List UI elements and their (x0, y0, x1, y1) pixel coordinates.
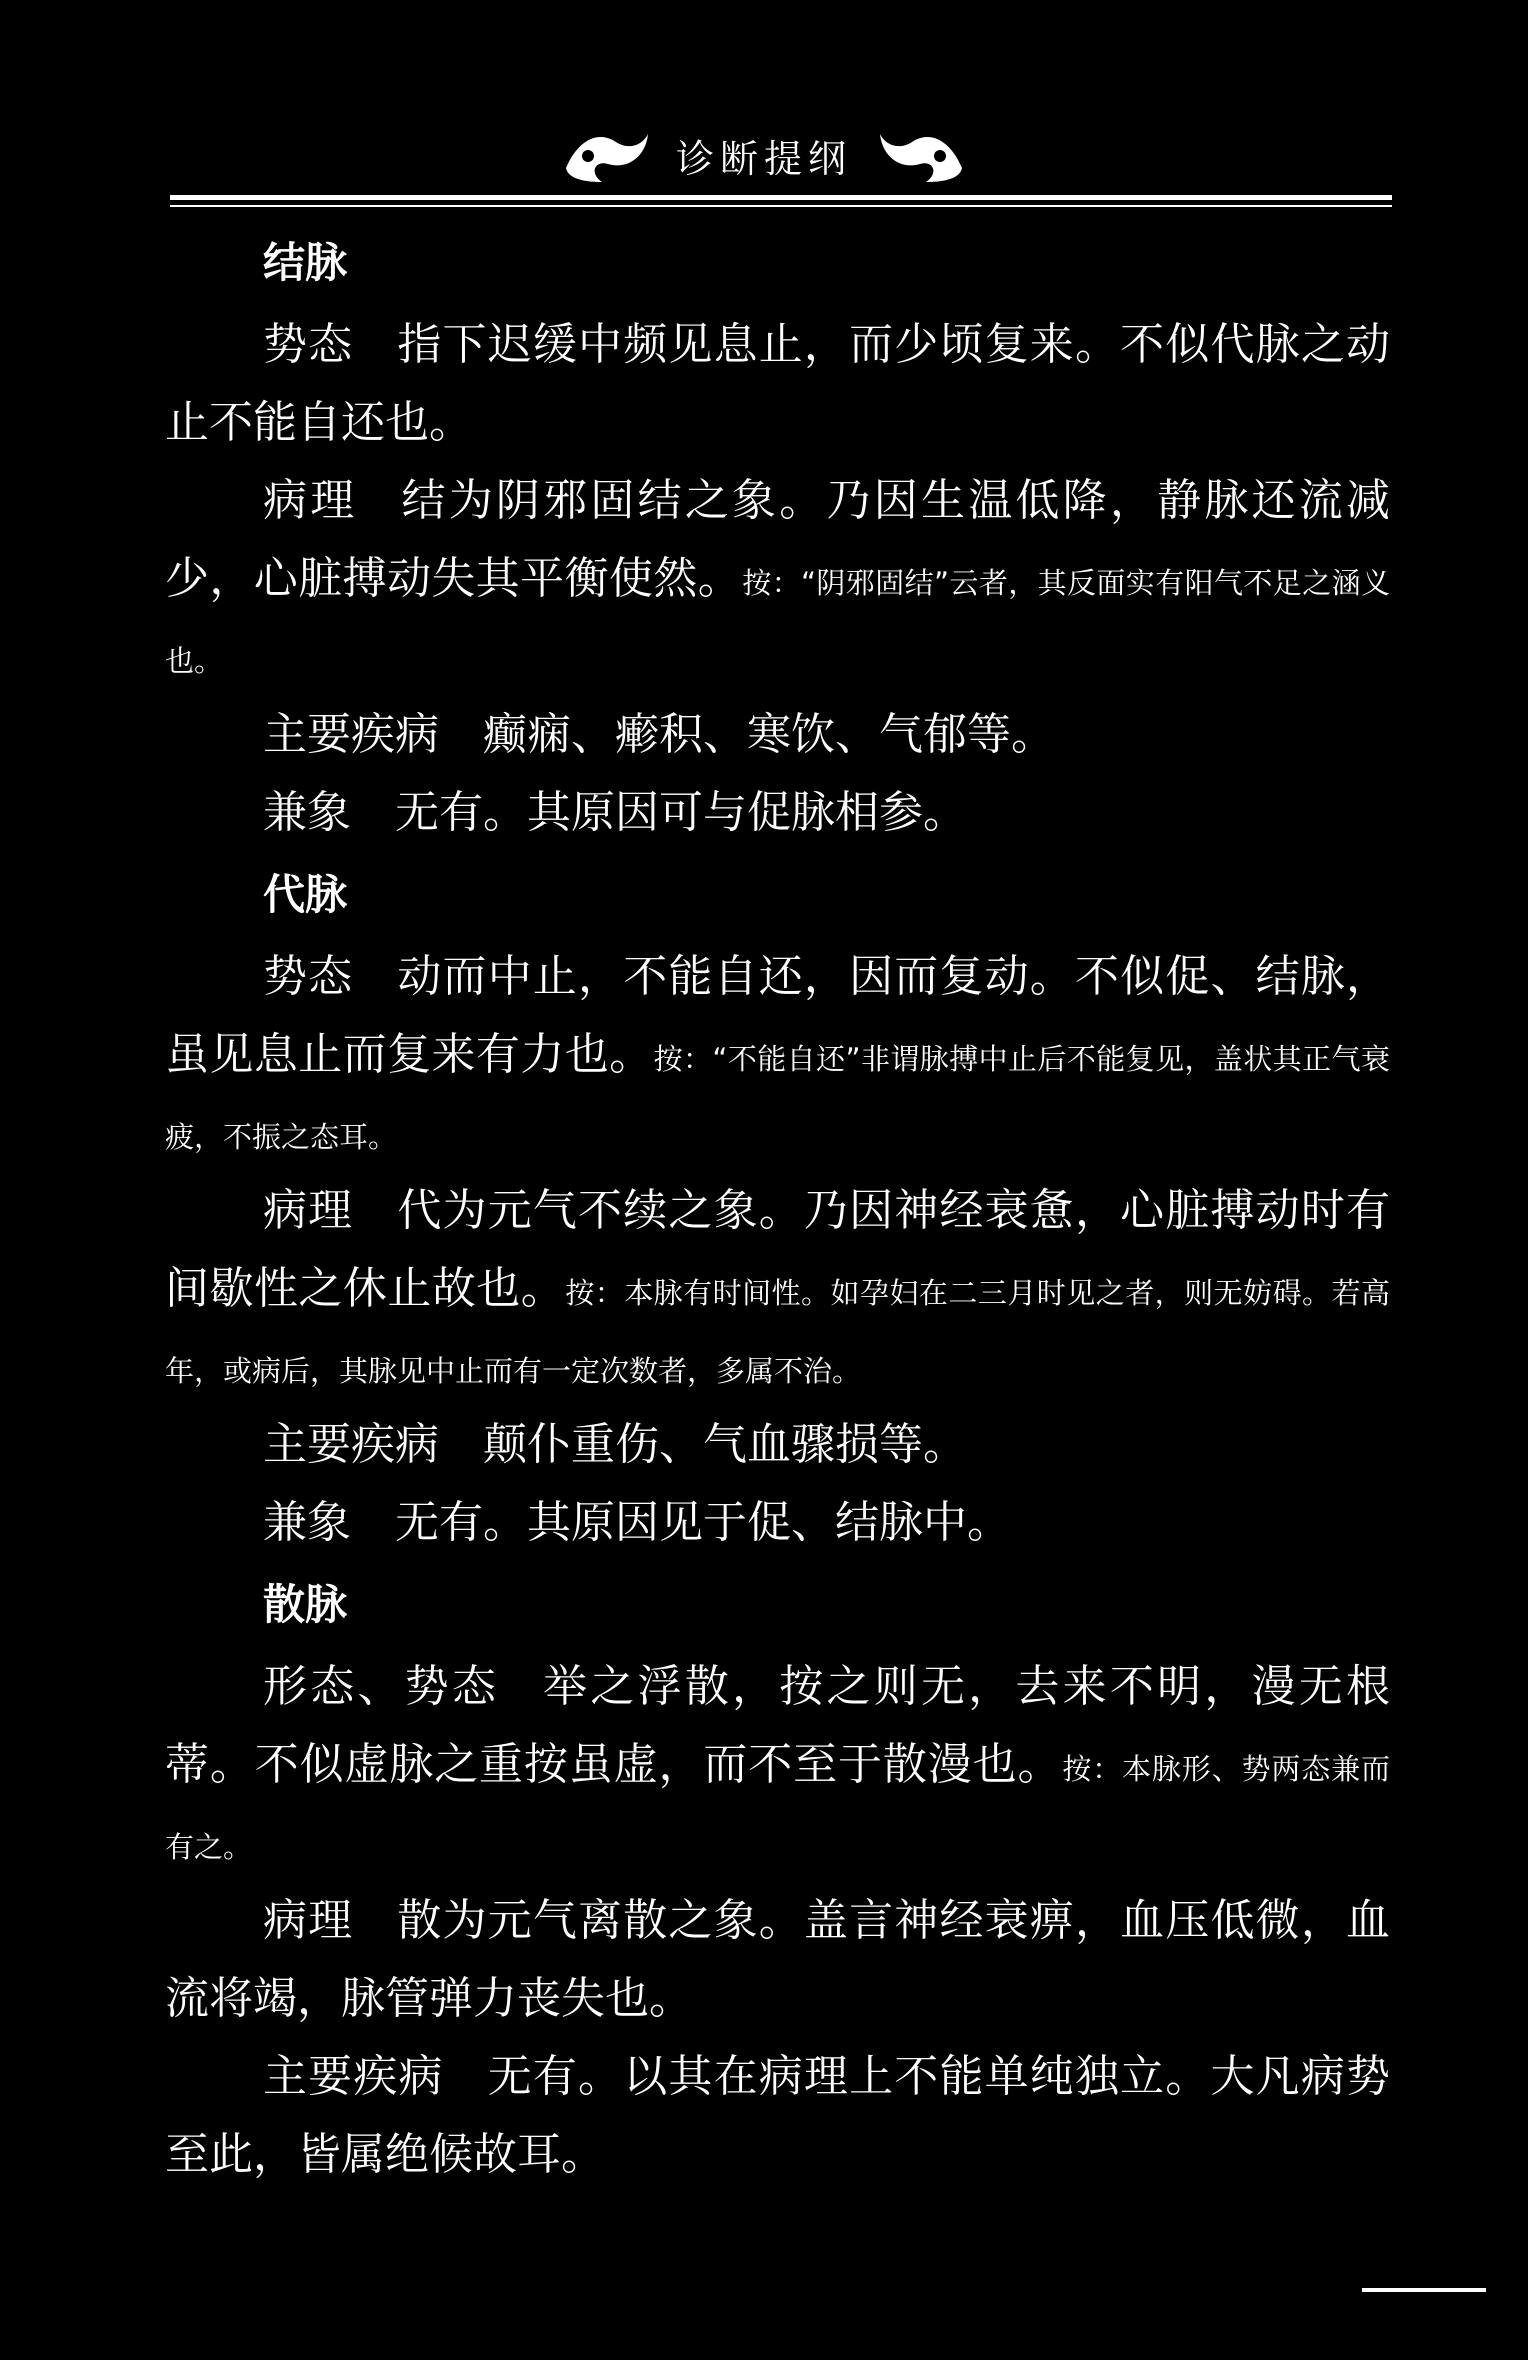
ornament-right-icon (874, 120, 970, 190)
page-header-title: 诊断提纲 (675, 136, 852, 181)
section-paragraph (165, 938, 1390, 1172)
ornament-left-icon (558, 120, 654, 190)
section-paragraph (165, 306, 1390, 462)
paragraph-note: 按：“阴邪固结”云者，其反面实有阳气不足之涵义也。 (165, 566, 1390, 678)
section-paragraph (165, 1172, 1390, 1406)
page-body (165, 220, 1390, 2194)
paragraph-note: 按：本脉形、势两态兼而有之。 (165, 1752, 1390, 1864)
paragraph-term: 形态、势态 (263, 1661, 500, 1712)
paragraph-text: 动而中止，不能自还，因而复动。不似促、结脉，虽见息止而复来有力也。 (165, 951, 1391, 1080)
page-header (0, 110, 1528, 200)
paragraph-text: 指下迟缓中频见息止，而少顷复来。不似代脉之动止不能自还也。 (165, 319, 1391, 448)
section-paragraph (165, 696, 1390, 774)
paragraph-text: 代为元气不续之象。乃因神经衰惫，心脏搏动时有间歇性之休止故也。 (165, 1185, 1391, 1314)
section-title: 结脉 (263, 238, 348, 287)
section-paragraph (165, 462, 1390, 696)
section-paragraph (165, 774, 1390, 852)
paragraph-note: 按：“不能自还”非谓脉搏中止后不能复见，盖状其正气衰疲，不振之态耳。 (165, 1042, 1391, 1154)
section-paragraph (165, 2038, 1390, 2194)
section-title: 代脉 (263, 870, 348, 919)
paragraph-text: 举之浮散，按之则无，去来不明，漫无根蒂。不似虚脉之重按虽虚，而不至于散漫也。 (165, 1661, 1391, 1790)
section-paragraph (165, 1484, 1390, 1562)
paragraph-term: 势态 (263, 951, 354, 1002)
paragraph-text: 无有。其原因可与促脉相参。 (395, 787, 967, 838)
header-rule-thick (170, 195, 1392, 200)
paragraph-term: 主要疾病 (263, 709, 439, 760)
paragraph-note: 按：本脉有时间性。如孕妇在二三月时见之者，则无妨碍。若高年，或病后，其脉见中止而有一定次数者，多属不治。 (165, 1276, 1390, 1388)
section-paragraph (165, 1406, 1390, 1484)
paragraph-term: 兼象 (263, 787, 351, 838)
paragraph-term: 病理 (263, 475, 358, 526)
paragraph-text: 无有。其原因见于促、结脉中。 (395, 1497, 1011, 1548)
paragraph-term: 病理 (263, 1895, 354, 1946)
paragraph-term: 势态 (263, 319, 354, 370)
section-paragraph (165, 1648, 1390, 1882)
header-rule-thin (170, 205, 1392, 207)
paragraph-term: 主要疾病 (263, 1419, 439, 1470)
bottom-rule (1362, 2288, 1486, 2292)
paragraph-text: 癫痫、𤺋积、寒饮、气郁等。 (483, 709, 1055, 760)
paragraph-term: 主要疾病 (263, 2051, 444, 2102)
section-paragraph (165, 1882, 1390, 2038)
paragraph-text: 结为阴邪固结之象。乃因生温低降，静脉还流减少，心脏搏动失其平衡使然。 (165, 475, 1391, 604)
paragraph-text: 颠仆重伤、气血骤损等。 (483, 1419, 967, 1470)
section-title: 散脉 (263, 1580, 348, 1629)
paragraph-text: 无有。以其在病理上不能单纯独立。大凡病势至此，皆属绝候故耳。 (165, 2051, 1391, 2180)
paragraph-term: 病理 (263, 1185, 354, 1236)
paragraph-text: 散为元气离散之象。盖言神经衰痹，血压低微，血流将竭，脉管弹力丧失也。 (165, 1895, 1391, 2024)
paragraph-term: 兼象 (263, 1497, 351, 1548)
